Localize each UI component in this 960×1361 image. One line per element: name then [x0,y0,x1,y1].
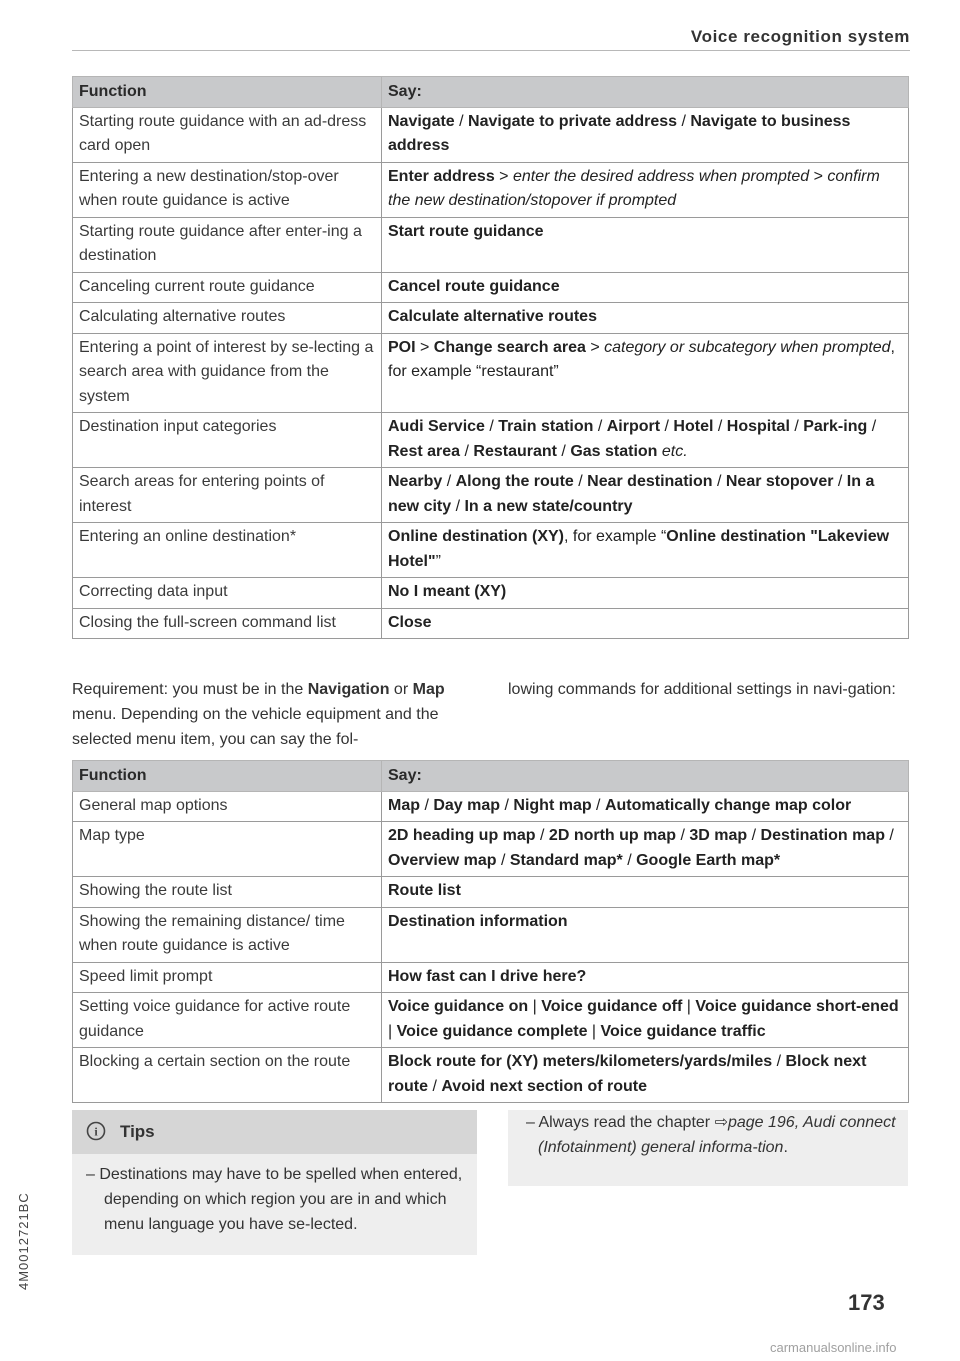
command-phrase: Enter address [388,167,495,185]
document-code: 4M0012721BC [16,1192,31,1290]
command-phrase: Hotel [673,418,714,435]
say-cell [382,272,909,303]
map-settings-commands-table [72,760,909,1103]
command-phrase: 2D north up map [548,827,677,844]
command-phrase: Gas station [570,442,658,460]
function-cell: Blocking a certain section on the route [73,1048,382,1103]
instruction-text: confirm the new destination/stopover if prompted [388,167,880,209]
table-row [73,217,909,272]
command-phrase: Restaurant [473,442,557,460]
text-segment: , for example “restaurant” [388,338,895,380]
command-phrase: Map [388,796,420,814]
function-cell: General map options [73,791,382,822]
say-cell [382,468,909,523]
instruction-text: category or subcategory when prompted [604,338,891,356]
tips-box [72,1110,477,1255]
text-segment: Requirement: you must be in the [72,681,308,698]
function-cell: Starting route guidance with an ad-dress card open [73,107,382,162]
tips-header [72,1110,477,1154]
function-cell: Search areas for entering points of interest [73,468,382,523]
command-phrase: Cancel route guidance [388,277,560,295]
table-header-row [73,77,909,108]
text-segment: / [420,796,434,814]
command-phrase: Standard map* [509,851,623,869]
command-phrase: Nearby [388,473,443,490]
function-cell: Closing the full-screen command list [73,608,382,639]
chapter-reference-link[interactable]: page 196, Audi connect (Infotainment) general informa-tion [538,1114,896,1156]
table-row [73,791,909,822]
table-row [73,413,909,468]
command-phrase: Block next route [388,1053,867,1095]
command-phrase: Audi Service [388,418,485,435]
function-cell: Entering a new destination/stop-over when route guidance is active [73,162,382,217]
command-phrase: Navigate to business address [388,112,851,154]
command-phrase: No I meant (XY) [388,583,507,600]
text-segment: / [884,827,894,844]
say-cell [382,303,909,334]
say-cell [382,523,909,578]
table-row [73,578,909,609]
command-phrase: Destination map [760,827,885,844]
say-cell [382,162,909,217]
text-segment: / [454,112,469,130]
text-segment: / [556,442,571,460]
text-segment: ” [435,552,441,570]
command-phrase: Voice guidance traffic [600,1022,766,1040]
command-phrase: Night map [513,796,592,814]
note-suffix: . [783,1139,788,1156]
column-header-function: Function [73,761,382,792]
text-segment: | [587,1022,601,1040]
instruction-text: etc. [661,442,688,460]
text-segment: / [713,418,727,435]
function-cell: Showing the route list [73,877,382,908]
text-segment: > [585,338,605,356]
instruction-text: enter the desired address when prompted [512,167,810,185]
text-segment: / [712,473,726,490]
text-segment: / [484,418,499,435]
command-phrase: Google Earth map* [636,851,781,869]
command-phrase: Automatically change map color [604,796,852,814]
page-header-title: Voice recognition system [690,27,910,46]
command-phrase: How fast can I drive here? [388,967,587,985]
command-phrase: Map [412,681,445,698]
say-cell [382,877,909,908]
text-segment: > [809,167,828,185]
say-cell [382,413,909,468]
table-row [73,608,909,639]
say-cell [382,1048,909,1103]
navigation-commands-table [72,76,909,639]
command-phrase: Navigate [388,112,455,130]
command-phrase: Route list [388,882,461,899]
command-phrase: Navigation [307,681,390,698]
table-row [73,962,909,993]
table-row [73,107,909,162]
text-segment: / [593,418,607,435]
command-phrase: Voice guidance off [541,998,683,1015]
text-segment: | [388,1022,397,1040]
command-phrase: Destination information [388,912,568,930]
table-row [73,272,909,303]
function-cell: Speed limit prompt [73,962,382,993]
function-cell: Correcting data input [73,578,382,609]
say-cell [382,907,909,962]
column-header-say: Say: [382,77,909,108]
requirement-text-right [508,677,908,702]
table-header-row [73,761,909,792]
command-phrase: Start route guidance [388,222,544,240]
say-cell [382,993,909,1048]
command-phrase: Near stopover [725,473,834,490]
command-phrase: In a new city [388,473,875,515]
text-segment: > [415,338,434,356]
function-cell: Setting voice guidance for active route guidance [73,993,382,1048]
info-icon [86,1121,106,1141]
command-phrase: Close [388,613,432,631]
requirement-text-left [72,677,477,752]
text-segment: | [528,998,542,1015]
text-segment: / [677,112,691,130]
text-segment: / [428,1077,442,1095]
table-row [73,333,909,413]
text-segment: / [496,851,510,869]
function-cell: Canceling current route guidance [73,272,382,303]
command-phrase: Near destination [587,473,713,490]
text-segment: menu. Depending on the vehicle equipment and the selected menu item, you can say the fol- [72,706,439,748]
text-segment: / [451,497,465,515]
command-phrase: Navigate to private address [468,112,678,130]
column-header-function: Function [73,77,382,108]
say-cell [382,822,909,877]
text-segment: > [494,167,513,185]
table-row [73,907,909,962]
function-cell: Calculating alternative routes [73,303,382,334]
text-segment: / [867,418,877,435]
say-cell [382,962,909,993]
function-cell: Starting route guidance after enter-ing a destination [73,217,382,272]
text-segment: , for example “ [564,528,667,545]
command-phrase: Online destination (XY) [388,528,565,545]
command-phrase: 2D heading up map [388,827,536,844]
header-divider [72,50,910,51]
command-phrase: Voice guidance complete [396,1022,588,1040]
command-phrase: In a new state/country [464,497,633,515]
text-segment: / [500,796,514,814]
column-header-say: Say: [382,761,909,792]
cross-reference-arrow-icon: ⇨ [714,1114,728,1131]
text-segment: / [591,796,605,814]
command-phrase: Overview map [388,851,497,869]
watermark: carmanualsonline.info [770,1340,897,1355]
note-prefix: – Always read the chapter [526,1114,715,1131]
command-phrase: POI [388,338,416,356]
command-phrase: Block route for (XY) meters/kilometers/yards/miles [388,1053,773,1070]
text-segment: / [460,442,474,460]
command-phrase: Voice guidance short-ened [695,998,899,1015]
text-segment: / [535,827,549,844]
function-cell: Entering a point of interest by se-lecting a search area with guidance from the system [73,333,382,413]
function-cell: Entering an online destination* [73,523,382,578]
text-segment: / [442,473,456,490]
table-row [73,993,909,1048]
table-row [73,468,909,523]
chapter-reference-note [508,1110,908,1186]
text-segment: / [660,418,674,435]
function-cell: Destination input categories [73,413,382,468]
command-phrase: 3D map [689,827,748,844]
table-row [73,303,909,334]
command-phrase: Train station [498,418,594,435]
table-row [73,1048,909,1103]
table-row [73,162,909,217]
function-cell: Showing the remaining distance/ time when route guidance is active [73,907,382,962]
text-segment: / [747,827,761,844]
table-row [73,523,909,578]
tips-item: – Destinations may have to be spelled when entered, depending on which region you are in and which menu language you have se-lected. [86,1166,463,1233]
text-segment: / [772,1053,786,1070]
text-segment: | [682,998,696,1015]
command-phrase: Change search area [433,338,586,356]
text-segment: / [676,827,690,844]
text-segment: / [789,418,804,435]
function-cell: Map type [73,822,382,877]
command-phrase: Along the route [455,473,574,490]
text-segment: lowing commands for additional settings in navi-gation: [508,681,896,698]
text-segment: / [833,473,847,490]
command-phrase: Day map [433,796,501,814]
text-segment: or [389,681,413,698]
command-phrase: Rest area [388,442,461,460]
tips-label: Tips [120,1122,155,1141]
command-phrase: Hospital [726,418,790,435]
table-row [73,877,909,908]
command-phrase: Avoid next section of route [441,1077,647,1095]
say-cell [382,217,909,272]
svg-text:i: i [94,1124,98,1139]
command-phrase: Voice guidance on [388,998,529,1015]
command-phrase: Airport [606,418,661,435]
say-cell [382,791,909,822]
text-segment: / [622,851,637,869]
say-cell [382,578,909,609]
command-phrase: Park-ing [803,418,868,435]
page-number: 173 [848,1290,885,1315]
say-cell [382,608,909,639]
command-phrase: Online destination "Lakeview Hotel" [388,528,890,570]
table-row [73,822,909,877]
command-phrase: Calculate alternative routes [388,308,597,325]
text-segment: / [573,473,588,490]
say-cell [382,107,909,162]
say-cell [382,333,909,413]
